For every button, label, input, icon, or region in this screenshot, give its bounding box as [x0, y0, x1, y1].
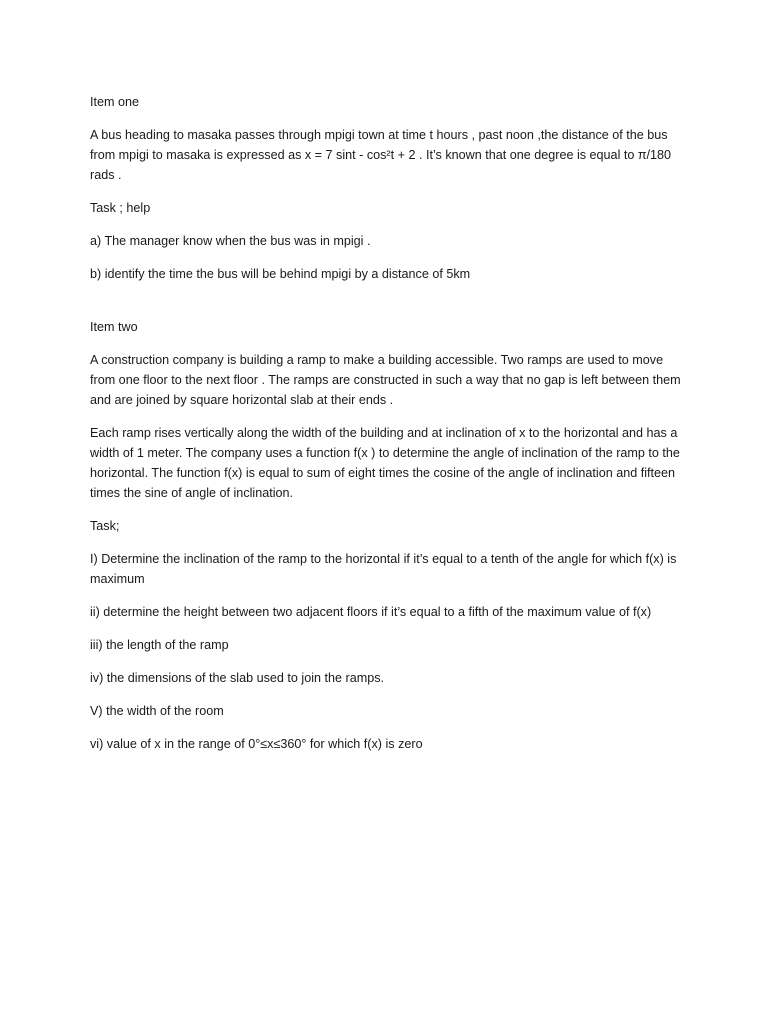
item-two-task-v: V) the width of the room	[90, 704, 224, 718]
item-one-task-b: b) identify the time the bus will be behind mpigi by a distance of 5km	[90, 267, 471, 281]
item-one-task-a: a) The manager know when the bus was in mpigi .	[90, 234, 371, 248]
item-two-task-i: I) Determine the inclination of the ramp to the horizontal if it’s equal to a tenth of the angle for which f(x) is maximum	[90, 552, 677, 586]
document-body	[90, 92, 690, 767]
item-two-task-ii: ii) determine the height between two adjacent floors if it’s equal to a fifth of the maximum value of f(x)	[90, 605, 652, 619]
item-two-task-label: Task;	[90, 519, 120, 533]
item-one-intro-paragraph: A bus heading to masaka passes through mpigi town at time t hours , past noon ,the distance of the bus from mpigi to masaka is expressed as x = 7 sint - cos²t + 2 . It’s known that one degree is equal to π/180 rads .	[90, 128, 672, 182]
section-spacer	[90, 297, 690, 317]
item-two-task-vi: vi) value of x in the range of 0°≤x≤360° for which f(x) is zero	[90, 737, 423, 751]
item-one-heading: Item one	[90, 95, 140, 109]
item-two-paragraph-1: A construction company is building a ramp to make a building accessible. Two ramps are used to move from one floor to the next floor . The ramps are constructed in such a way that no gap is left between them and are joined by square horizontal slab at their ends .	[90, 353, 681, 407]
item-two-heading: Item two	[90, 320, 138, 334]
item-one-task-label: Task ; help	[90, 201, 151, 215]
item-two-paragraph-2: Each ramp rises vertically along the width of the building and at inclination of x to the horizontal and has a width of 1 meter. The company uses a function f(x ) to determine the angle of inclination of the ramp to the horizontal. The function f(x) is equal to sum of eight times the cosine of the angle of inclination and fifteen times the sine of angle of inclination.	[90, 426, 680, 500]
item-two-task-iii: iii) the length of the ramp	[90, 638, 229, 652]
item-two-task-iv: iv) the dimensions of the slab used to join the ramps.	[90, 671, 385, 685]
